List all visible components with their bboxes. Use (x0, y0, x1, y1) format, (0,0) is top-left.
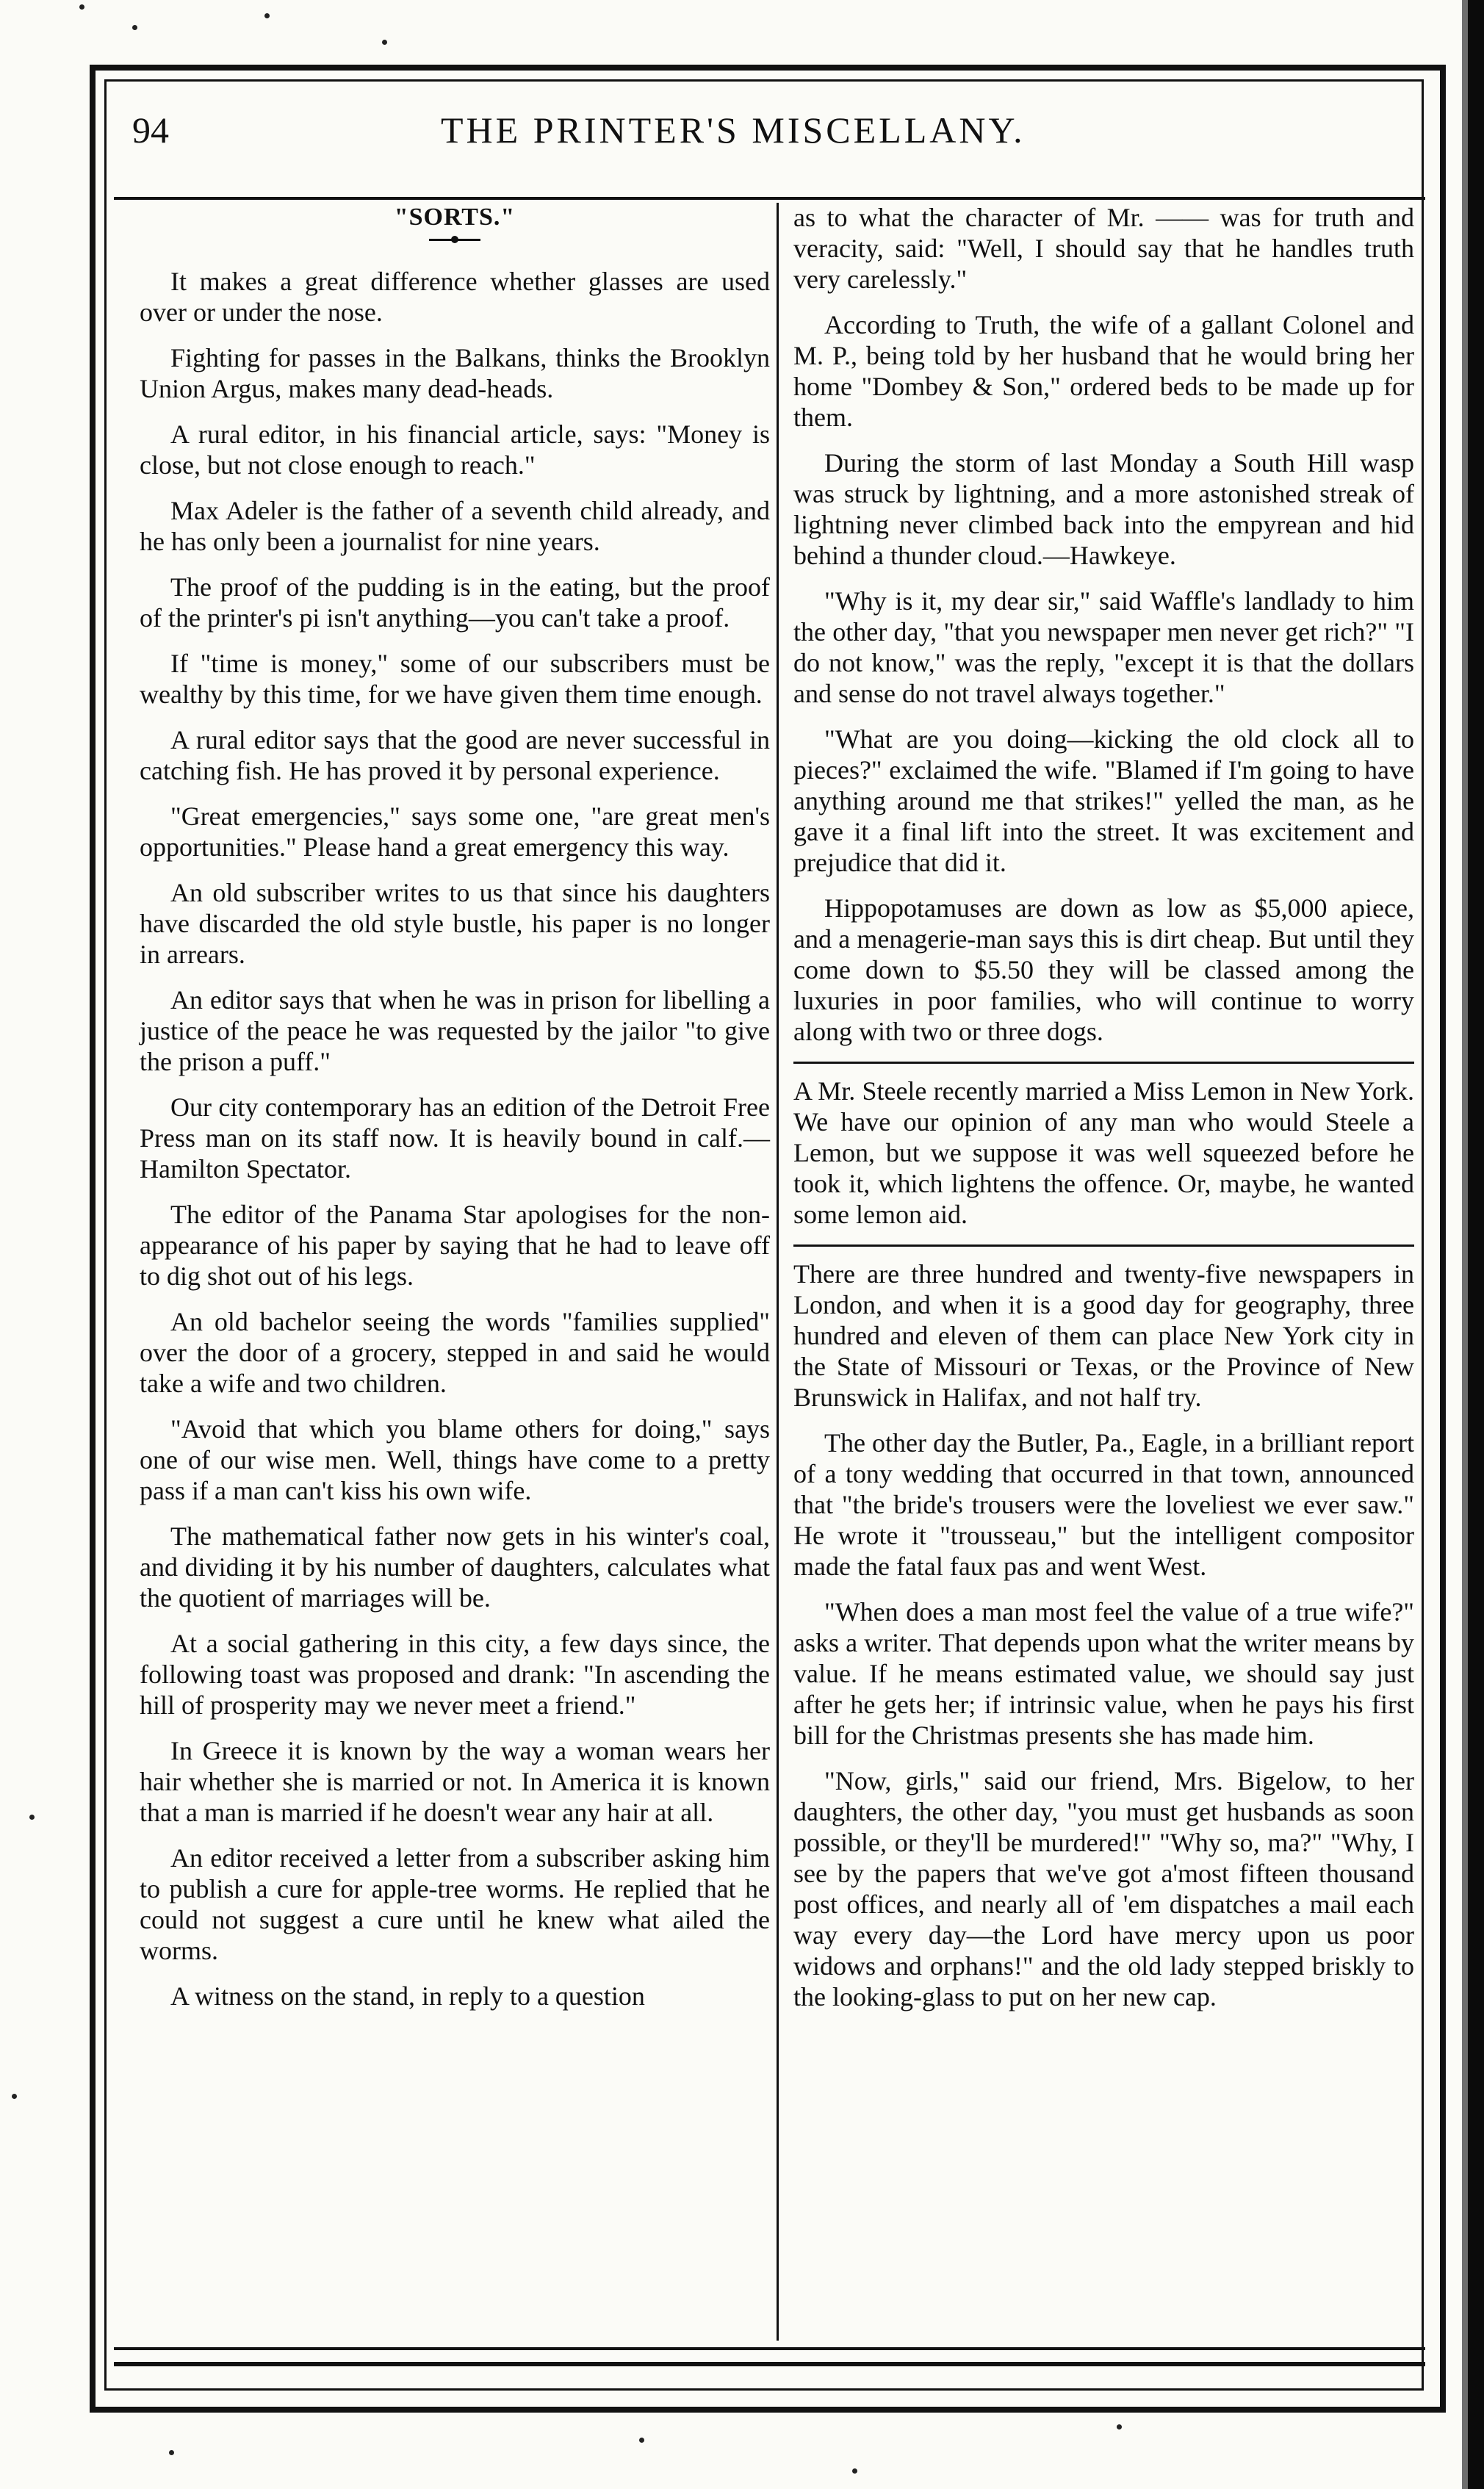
paragraph: "Now, girls," said our friend, Mrs. Bigelow, to her daughters, the other day, "you must get husbands as soon possible, or they'll be murdered!" "Why so, ma?" "Why, I see by the papers that we've got a'most fifteen thousand post offices, and nearly all of 'em dispatches a mail each way every day—the Lord have mercy upon us poor widows and orphans!" and the old lady stepped briskly to the looking-glass to put on her new cap. (793, 1766, 1414, 2011)
paragraph: "Great emergencies," says some one, "are great men's opportunities." Please hand a great emergency this way. (140, 802, 770, 862)
paragraph: "What are you doing—kicking the old clock all to pieces?" exclaimed the wife. "Blamed if I'm going to have anything around me that strikes!" yelled the man, as he gave it a final lift into the street. It was excitement and prejudice that did it. (793, 724, 1414, 877)
running-title: THE PRINTER'S MISCELLANY. (441, 109, 1026, 151)
paragraph: Fighting for passes in the Balkans, thinks the Brooklyn Union Argus, makes many dead-heads. (140, 343, 770, 403)
paragraph: A Mr. Steele recently married a Miss Lemon in New York. We have our opinion of any man who would Steele a Lemon, but we suppose it was well squeezed before he took it, which lightens the offence. Or, maybe, he wanted some lemon aid. (793, 1076, 1414, 1229)
paragraph: An old subscriber writes to us that since his daughters have discarded the old style bustle, his paper is no longer in arrears. (140, 878, 770, 969)
paragraph: A witness on the stand, in reply to a question (170, 1981, 645, 2011)
right-column (793, 202, 1414, 2027)
scan-edge (1468, 0, 1484, 2489)
paragraph: The mathematical father now gets in his winter's coal, and dividing it by his number of daughters, calculates what the quotient of marriages will be. (140, 1521, 770, 1613)
paragraph: In Greece it is known by the way a woman wears her hair whether she is married or not. In America it is known that a man is married if he doesn't wear any hair at all. (140, 1736, 770, 1827)
paragraph: as to what the character of Mr. —— was for truth and veracity, said: "Well, I should say that he handles truth very carelessly." (793, 203, 1414, 294)
paragraph: An editor says that when he was in prison for libelling a justice of the peace he was requested by the jailor "to give the prison a puff." (140, 985, 770, 1076)
right-paragraphs-b (793, 1076, 1414, 1230)
paragraph: "When does a man most feel the value of a true wife?" asks a writer. That depends upon what the writer means by value. If he means estimated value, we should say just after he gets her; if intrinsic value, when he pays his first bill for the Christmas presents she has made him. (793, 1597, 1414, 1750)
paragraph: The proof of the pudding is in the eating, but the proof of the printer's pi isn't anything—you can't take a proof. (140, 572, 770, 633)
footer-rule (114, 2347, 1425, 2350)
paragraph: "Avoid that which you blame others for doing," says one of our wise men. Well, things have come to a pretty pass if a man can't kiss his own wife. (140, 1414, 770, 1505)
paragraph: "Why is it, my dear sir," said Waffle's landlady to him the other day, "that you newspaper men never get rich?" "I do not know," was the reply, "except it is that the dollars and sense do not travel always together." (793, 586, 1414, 708)
paragraph: Our city contemporary has an edition of the Detroit Free Press man on its staff now. It is heavily bound in calf.—Hamilton Spectator. (140, 1092, 770, 1184)
paragraph: A rural editor, in his financial article, says: "Money is close, but not close enough to reach." (140, 419, 770, 480)
paragraph: It makes a great difference whether glasses are used over or under the nose. (140, 267, 770, 327)
column-rule (777, 203, 779, 2341)
paragraph: An editor received a letter from a subscriber asking him to publish a cure for apple-tree worms. He replied that he could not suggest a cure until he knew what ailed the worms. (140, 1843, 770, 1965)
paragraph: If "time is money," some of our subscribers must be wealthy by this time, for we have given them time enough. (140, 649, 770, 709)
paragraph: The editor of the Panama Star apologises for the non-appearance of his paper by saying that he had to leave off to dig shot out of his legs. (140, 1200, 770, 1291)
paragraph: An old bachelor seeing the words "families supplied" over the door of a grocery, stepped in and said he would take a wife and two children. (140, 1307, 770, 1398)
paragraph: A rural editor says that the good are never successful in catching fish. He has proved it by personal experience. (140, 725, 770, 785)
title-ornament (429, 239, 480, 241)
paragraph: There are three hundred and twenty-five newspapers in London, and when it is a good day for geography, three hundred and eleven of them can place New York city in the State of Missouri or Texas, or the Province of New Brunswick in Halifax, and not half try. (793, 1259, 1414, 1412)
footer-rule-heavy (114, 2362, 1425, 2366)
paragraph: According to Truth, the wife of a gallant Colonel and M. P., being told by her husband that he would bring her home "Dombey & Son," ordered beds to be made up for them. (793, 310, 1414, 432)
paragraph: During the storm of last Monday a South Hill wasp was struck by lightning, and a more astonished streak of lightning never climbed back into the empyrean and hid behind a thunder cloud.—Hawkeye. (793, 448, 1414, 570)
page-number: 94 (132, 109, 169, 151)
scan-edge-shadow (1462, 0, 1468, 2489)
section-title: "SORTS." (394, 203, 516, 231)
paragraph-separator (793, 1062, 1414, 1064)
header-rule (114, 197, 1425, 200)
right-paragraphs-c (793, 1258, 1414, 2012)
left-column (140, 202, 770, 2026)
right-paragraphs-a (793, 202, 1414, 1047)
paragraph: Hippopotamuses are down as low as $5,000 apiece, and a menagerie-man says this is dirt cheap. But until they come down to $5.50 they will be classed among the luxuries in poor families, who will continue to worry along with two or three dogs. (793, 893, 1414, 1046)
paragraph: Max Adeler is the father of a seventh child already, and he has only been a journalist for nine years. (140, 496, 770, 556)
paragraph: The other day the Butler, Pa., Eagle, in a brilliant report of a tony wedding that occurred in that town, announced that "the bride's trousers were the loveliest we ever saw." He wrote it "trousseau," but the intelligent compositor made the fatal faux pas and went West. (793, 1428, 1414, 1581)
paragraph-separator (793, 1244, 1414, 1247)
left-paragraphs (140, 266, 770, 2011)
paragraph: At a social gathering in this city, a few days since, the following toast was proposed and drank: "In ascending the hill of prosperity may we never meet a friend." (140, 1629, 770, 1720)
